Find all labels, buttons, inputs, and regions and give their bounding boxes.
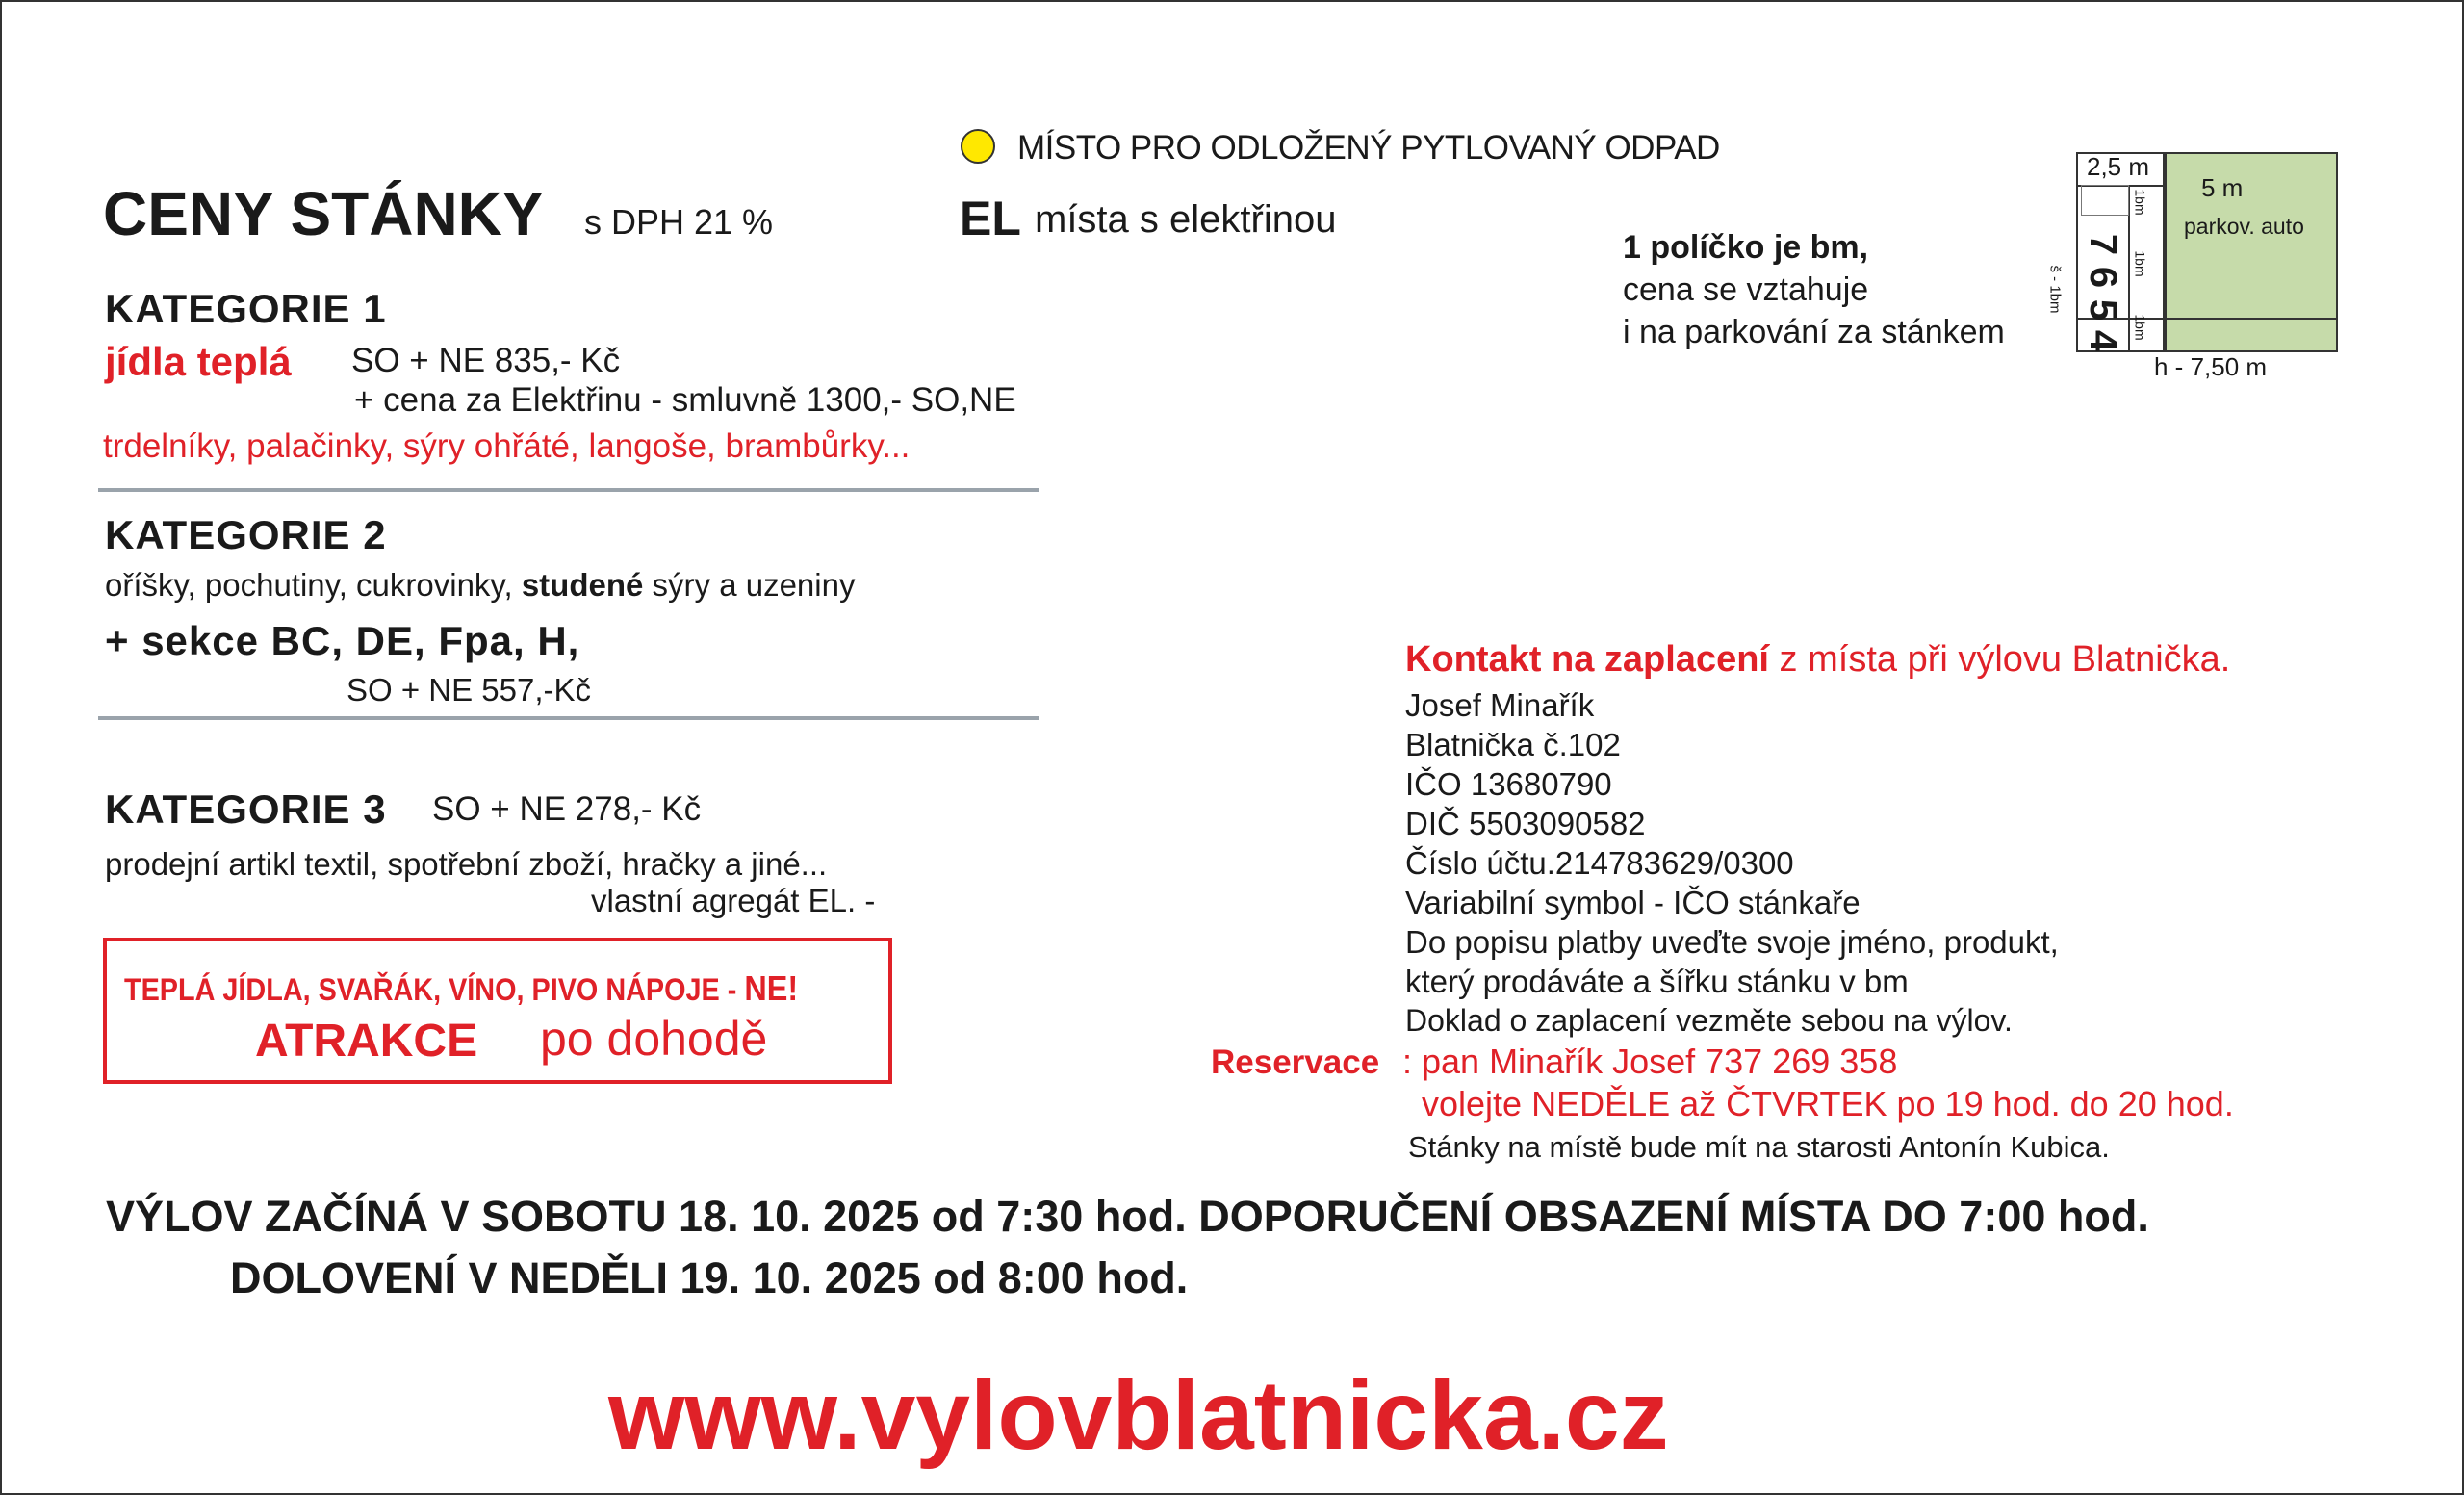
event-start: VÝLOV ZAČÍNÁ V SOBOTU 18. 10. 2025 od 7:30 hod. DOPORUČENÍ OBSAZENÍ MÍSTA DO 7:00 hod. — [106, 1192, 2149, 1241]
cat3-title: KATEGORIE 3 — [105, 786, 387, 832]
bm-note-line2: cena se vztahuje — [1623, 271, 1869, 308]
cat2-desc-suffix: sýry a uzeniny — [652, 567, 856, 603]
cat1-price: SO + NE 835,- Kč — [351, 342, 621, 379]
warning-line — [124, 968, 798, 1009]
vat-note: s DPH 21 % — [584, 202, 774, 242]
attractions-agreement: po dohodě — [540, 1012, 768, 1066]
contact-line: Do popisu platby uveďte svoje jméno, produkt, — [1405, 924, 2059, 960]
divider-1 — [98, 488, 1040, 492]
cat1-subtitle: jídla teplá — [105, 339, 292, 384]
stall-number: 7 — [2082, 233, 2125, 256]
waste-place-label: MÍSTO PRO ODLOŽENÝ PYTLOVANÝ ODPAD — [1017, 129, 1720, 167]
cat3-price: SO + NE 278,- Kč — [432, 790, 702, 828]
stalls-note: Stánky na místě bude mít na starosti Antonín Kubica. — [1408, 1130, 2110, 1164]
warning-items: TEPLÁ JÍDLA, SVAŘÁK, VÍNO, PIVO NÁPOJE - — [124, 972, 737, 1007]
diagram-width-label: 2,5 m — [2087, 152, 2150, 181]
cat3-aggregate: vlastní agregát EL. - — [591, 883, 876, 918]
reservation-phone: : pan Minařík Josef 737 269 358 — [1402, 1042, 1898, 1081]
contact-line: Doklad o zaplacení vezměte sebou na výlov. — [1405, 1003, 2013, 1038]
diagram-length-label: 5 m — [2201, 173, 2244, 202]
diagram-side-label: š - 1bm — [2046, 265, 2064, 314]
stall-number: 4 — [2082, 329, 2125, 352]
contact-line: DIČ 5503090582 — [1405, 806, 1646, 841]
el-abbr: EL — [960, 192, 1021, 245]
contact-line: Číslo účtu.214783629/0300 — [1405, 845, 1794, 881]
reservation-label: Reservace — [1211, 1044, 1380, 1081]
waste-place-dot-icon — [961, 129, 995, 164]
warning-no: NE! — [744, 968, 799, 1008]
page-title: CENY STÁNKY — [103, 179, 544, 248]
contact-heading — [1405, 639, 2230, 681]
diagram-cell — [2081, 185, 2129, 216]
cat2-price: SO + NE 557,-Kč — [346, 672, 592, 708]
cat2-desc-bold: studené — [521, 567, 644, 603]
stall-number: 5 — [2082, 298, 2125, 322]
contact-line: Variabilní symbol - IČO stánkaře — [1405, 885, 1861, 920]
cat2-sections: + sekce BC, DE, Fpa, H, — [105, 618, 580, 663]
website-link[interactable]: www.vylovblatnicka.cz — [608, 1360, 1669, 1470]
cat2-desc-prefix: oříšky, pochutiny, cukrovinky, — [105, 567, 513, 603]
event-second-day: DOLOVENÍ V NEDĚLI 19. 10. 2025 od 8:00 hod. — [230, 1253, 1189, 1302]
contact-line: Blatnička č.102 — [1405, 727, 1621, 762]
stall-number: 6 — [2082, 266, 2125, 289]
bm-note-line3: i na parkování za stánkem — [1623, 314, 2005, 350]
parking-area — [2165, 152, 2338, 352]
contact-heading-bold: Kontakt na zaplacení — [1405, 639, 1769, 680]
diagram-parking-label: parkov. auto — [2184, 214, 2304, 239]
contact-line: IČO 13680790 — [1405, 766, 1612, 802]
warning-box — [103, 938, 892, 1084]
cat3-description: prodejní artikl textil, spotřební zboží, hračky a jiné... — [105, 846, 828, 882]
diagram-unit-label: 1bm — [2132, 189, 2148, 216]
diagram-unit-label: 1bm — [2132, 314, 2148, 341]
cat2-description — [105, 567, 855, 604]
bm-note-title: 1 políčko je bm, — [1623, 229, 1869, 266]
diagram-unit-label: 1bm — [2132, 250, 2148, 277]
contact-line: který prodáváte a šířku stánku v bm — [1405, 964, 1909, 999]
cat1-electricity: + cena za Elektřinu - smluvně 1300,- SO,NE — [354, 381, 1016, 419]
cat2-title: KATEGORIE 2 — [105, 512, 387, 557]
diagram-depth-label: h - 7,50 m — [2154, 352, 2268, 381]
stall-diagram — [2033, 146, 2350, 387]
attractions-label: ATRAKCE — [255, 1016, 478, 1067]
reservation-hours: volejte NEDĚLE až ČTVRTEK po 19 hod. do 20 hod. — [1422, 1084, 2234, 1123]
contact-line: Josef Minařík — [1405, 687, 1595, 723]
cat1-title: KATEGORIE 1 — [105, 286, 387, 331]
cat1-examples: trdelníky, palačinky, sýry ohřáté, langoše, brambůrky... — [103, 427, 911, 465]
divider-2 — [98, 716, 1040, 720]
contact-heading-rest: z místa při výlovu Blatnička. — [1779, 639, 2231, 680]
el-label: místa s elektřinou — [1035, 198, 1337, 241]
